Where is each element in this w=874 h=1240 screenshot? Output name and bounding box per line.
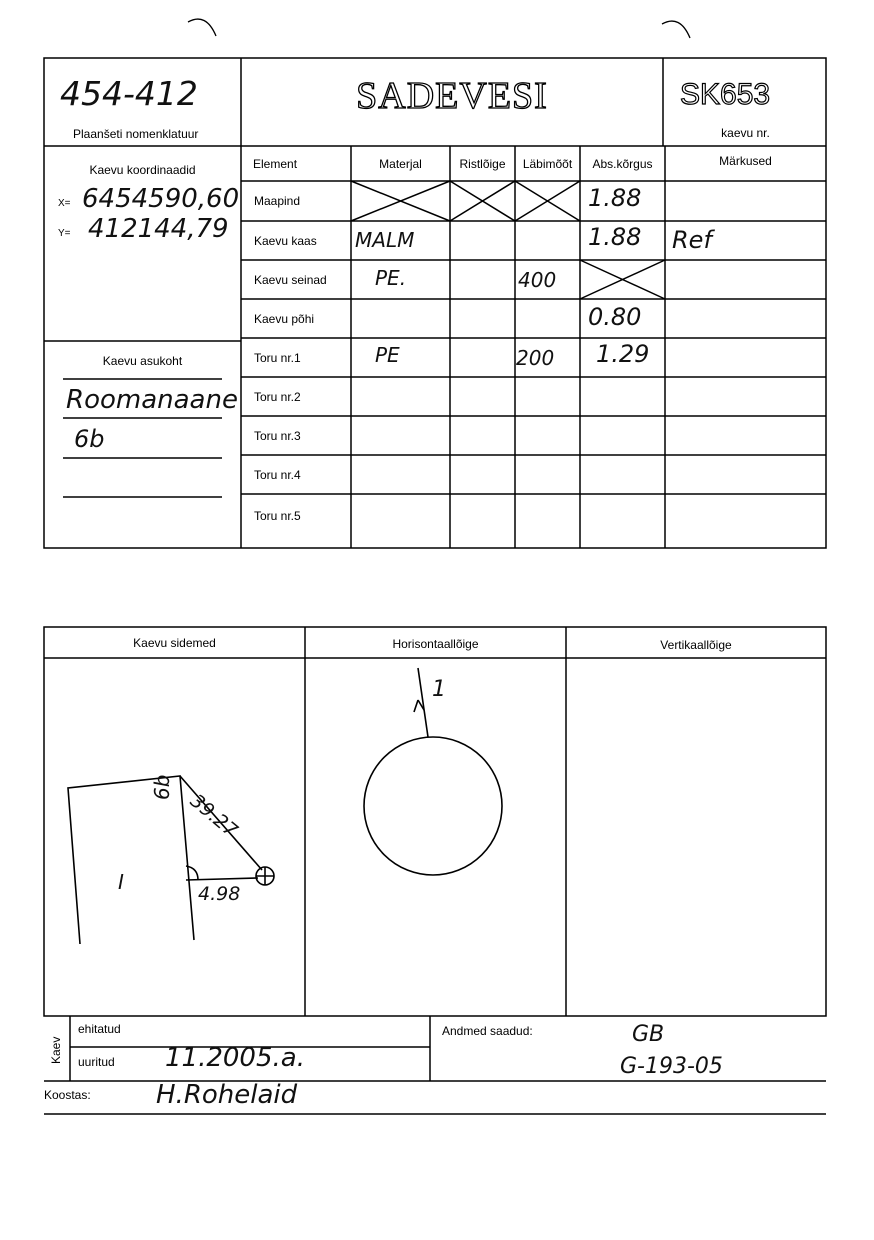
vertical-section-label: Vertikaallõige [660,638,732,652]
col-header-material: Materjal [379,156,422,171]
row-label-kaevu-seinad: Kaevu seinad [254,272,327,287]
data-received-value2: G-193-05 [620,1054,723,1079]
surveyed-value: 11.2005.a. [165,1043,305,1073]
col-header-diameter: Läbimõõt [522,156,573,171]
tie-building-number: 6b [150,774,174,800]
location-label: Kaevu asukoht [102,354,183,368]
row-label-toru-5: Toru nr.5 [254,509,301,523]
kaevu-kaas-abs-height: 1.88 [588,223,642,251]
location-line2: 6b [74,425,105,453]
col-header-abs-height: Abs.kõrgus [592,156,653,171]
horizontal-pipe-number: 1 [432,677,446,702]
col-header-cross-section: Ristlõige [459,156,506,171]
nomenclature-label: Plaanšeti nomenklatuur [73,127,199,141]
compiled-value: H.Rohelaid [156,1080,298,1110]
location-line1: Roomanaane [66,385,238,415]
row-label-toru-4: Toru nr.4 [254,467,301,482]
kaevu-seinad-diameter: 400 [518,268,557,292]
kaevu-kaas-material: MALM [355,228,415,252]
x-prefix: X= [58,198,71,209]
row-label-toru-3: Toru nr.3 [254,428,301,443]
toru-1-material: PE [375,343,400,367]
y-coordinate: 412144,79 [88,214,229,244]
nomenclature-value: 454-412 [60,74,198,113]
row-label-maapind: Maapind [254,194,301,208]
row-label-kaevu-kaas: Kaevu kaas [254,233,317,248]
kaevu-seinad-material: PE. [375,266,407,290]
page-title: SADEVESI [356,75,548,117]
ties-label: Kaevu sidemed [133,635,216,650]
tie-floors: I [118,870,124,894]
side-label: Kaev [49,1036,63,1064]
row-label-toru-2: Toru nr.2 [254,389,301,404]
well-number-label: kaevu nr. [721,126,770,140]
well-number: SK653 [680,78,771,111]
built-label: ehitatud [78,1022,121,1036]
tie-perpendicular-distance: 4.98 [198,883,241,905]
horizontal-section-label: Horisontaallõige [392,636,479,651]
coordinates-label: Kaevu koordinaadid [89,163,196,177]
ties-sketch [68,776,274,944]
row-label-kaevu-pohi: Kaevu põhi [254,311,315,326]
y-prefix: Y= [58,228,71,239]
tie-diagonal-distance: 39.27 [185,790,242,842]
col-header-notes: Märkused [719,154,772,168]
surveyed-label: uuritud [78,1055,115,1069]
kaevu-kaas-notes: Ref [672,226,712,254]
col-header-element: Element [253,156,298,171]
maapind-abs-height: 1.88 [588,184,642,212]
data-received-label: Andmed saadud: [442,1024,533,1038]
kaevu-pohi-abs-height: 0.80 [588,303,642,331]
data-received-value1: GB [632,1022,665,1047]
toru-1-diameter: 200 [516,346,555,370]
x-coordinate: 6454590,60 [82,184,240,214]
row-label-toru-1: Toru nr.1 [254,350,301,365]
side-label-cell [44,1016,70,1081]
toru-1-abs-height: 1.29 [596,340,650,368]
compiled-label: Koostas: [44,1088,91,1102]
